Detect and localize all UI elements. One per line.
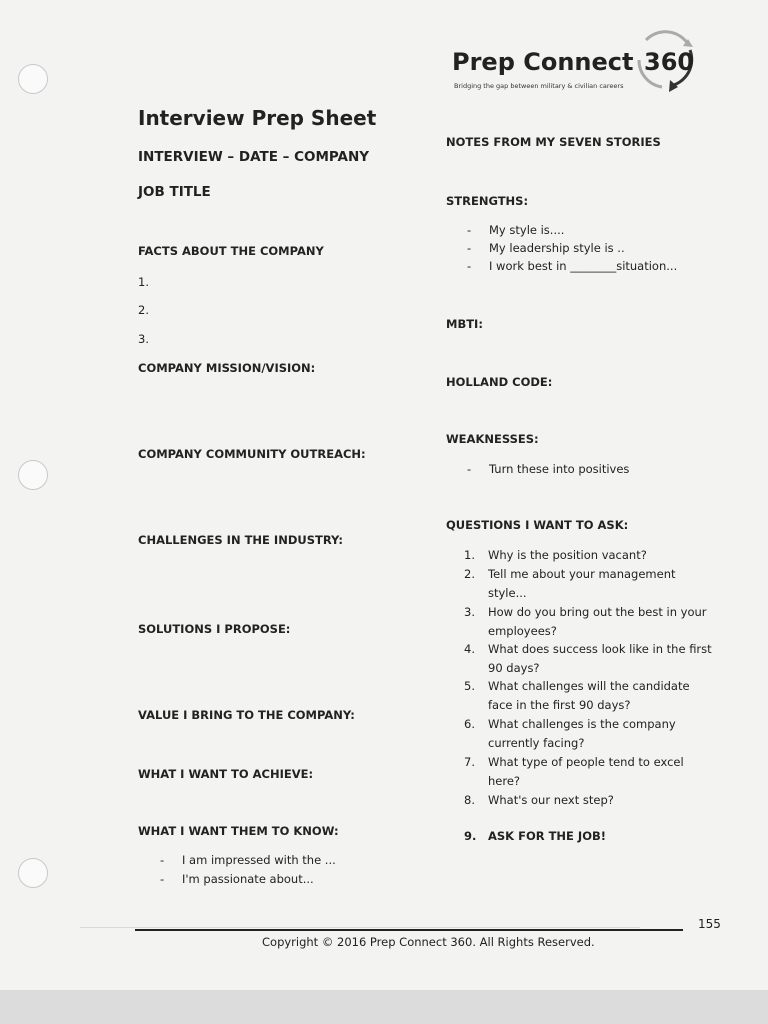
fact-item: 3. — [138, 332, 149, 346]
ask-for-job: 9. ASK FOR THE JOB! — [464, 829, 606, 843]
footer-rule — [135, 929, 683, 931]
notes-heading: NOTES FROM MY SEVEN STORIES — [446, 135, 661, 149]
know-heading: WHAT I WANT THEM TO KNOW: — [138, 824, 339, 838]
question-item: 8. What's our next step? — [464, 793, 614, 807]
job-title-heading: JOB TITLE — [138, 184, 211, 200]
mbti-heading: MBTI: — [446, 317, 483, 331]
question-item: 1. Why is the position vacant? — [464, 548, 647, 562]
binder-hole-top — [18, 64, 48, 94]
logo-text: Prep Connect — [452, 48, 634, 76]
prep-connect-logo — [452, 22, 722, 102]
logo-number: 360 — [644, 48, 695, 76]
holland-heading: HOLLAND CODE: — [446, 375, 553, 389]
question-item: 2. Tell me about your management style... — [464, 567, 676, 600]
question-item: 7. What type of people tend to excel here? — [464, 755, 684, 788]
interview-date-company: INTERVIEW – DATE – COMPANY — [138, 149, 370, 165]
mission-heading: COMPANY MISSION/VISION: — [138, 361, 316, 375]
solutions-heading: SOLUTIONS I PROPOSE: — [138, 622, 291, 636]
challenges-heading: CHALLENGES IN THE INDUSTRY: — [138, 533, 343, 547]
copyright-notice: Copyright © 2016 Prep Connect 360. All Rights Reserved. — [262, 935, 595, 949]
questions-heading: QUESTIONS I WANT TO ASK: — [446, 518, 629, 532]
question-item: 5. What challenges will the candidate face in the first 90 days? — [464, 679, 690, 712]
footer-bleed-line — [80, 927, 640, 928]
binder-hole-bottom — [18, 858, 48, 888]
strengths-heading: STRENGTHS: — [446, 194, 529, 208]
binder-hole-middle — [18, 460, 48, 490]
fact-item: 2. — [138, 303, 149, 317]
page-title: Interview Prep Sheet — [138, 106, 377, 130]
logo-tagline: Bridging the gap between military & civilian careers — [454, 82, 624, 90]
question-item: 4. What does success look like in the first 90 days? — [464, 642, 712, 675]
question-item: 6. What challenges is the company currently facing? — [464, 717, 676, 750]
outreach-heading: COMPANY COMMUNITY OUTREACH: — [138, 447, 366, 461]
value-heading: VALUE I BRING TO THE COMPANY: — [138, 708, 355, 722]
document-page: Prep Connect 360 Bridging the gap between military & civilian careers Interview Prep Sheet INTERVIEW – DATE – COMPANY JOB TITLE FACTS ABOUT THE COMPANY 1. 2. 3. COMPANY MISSION/VISION: COMPANY COMMUNITY OUTREACH: CHALLENGES IN THE INDUSTRY: SOLUTIONS I PROPOSE: VALUE I BRING TO THE COMPANY: WHAT I WANT TO ACHIEVE: WHAT I WANT THEM TO KNOW: - I am impressed with the ... - I'm passionate about... NOTES FROM MY SEVEN STORIES STRENGTHS: - My style is.... - My leadership style is .. - I work best in ________situation... MBTI: HOLLAND CODE: WEAKNESSES: - Turn these into positives QUESTIONS I WANT TO ASK: 1. Why is the position vacant? 2. Tell me about your management style... 3. How do you bring out the best in your employees? 4. What does success look like in the first 90 days? 5. What challenges will the candidate face in the first 90 days? 6. What challenges is the company currently facing? 7. What type of people tend to excel here? 8. What's our next step? 9. ASK FOR THE JOB! 155 Copyright © 2016 Prep Connect 360. All Rights Reserved. — [0, 0, 768, 990]
fact-item: 1. — [138, 275, 149, 289]
question-item: 3. How do you bring out the best in your employees? — [464, 605, 707, 638]
page-number: 155 — [698, 917, 721, 931]
weaknesses-heading: WEAKNESSES: — [446, 432, 539, 446]
achieve-heading: WHAT I WANT TO ACHIEVE: — [138, 767, 314, 781]
facts-heading: FACTS ABOUT THE COMPANY — [138, 244, 324, 258]
